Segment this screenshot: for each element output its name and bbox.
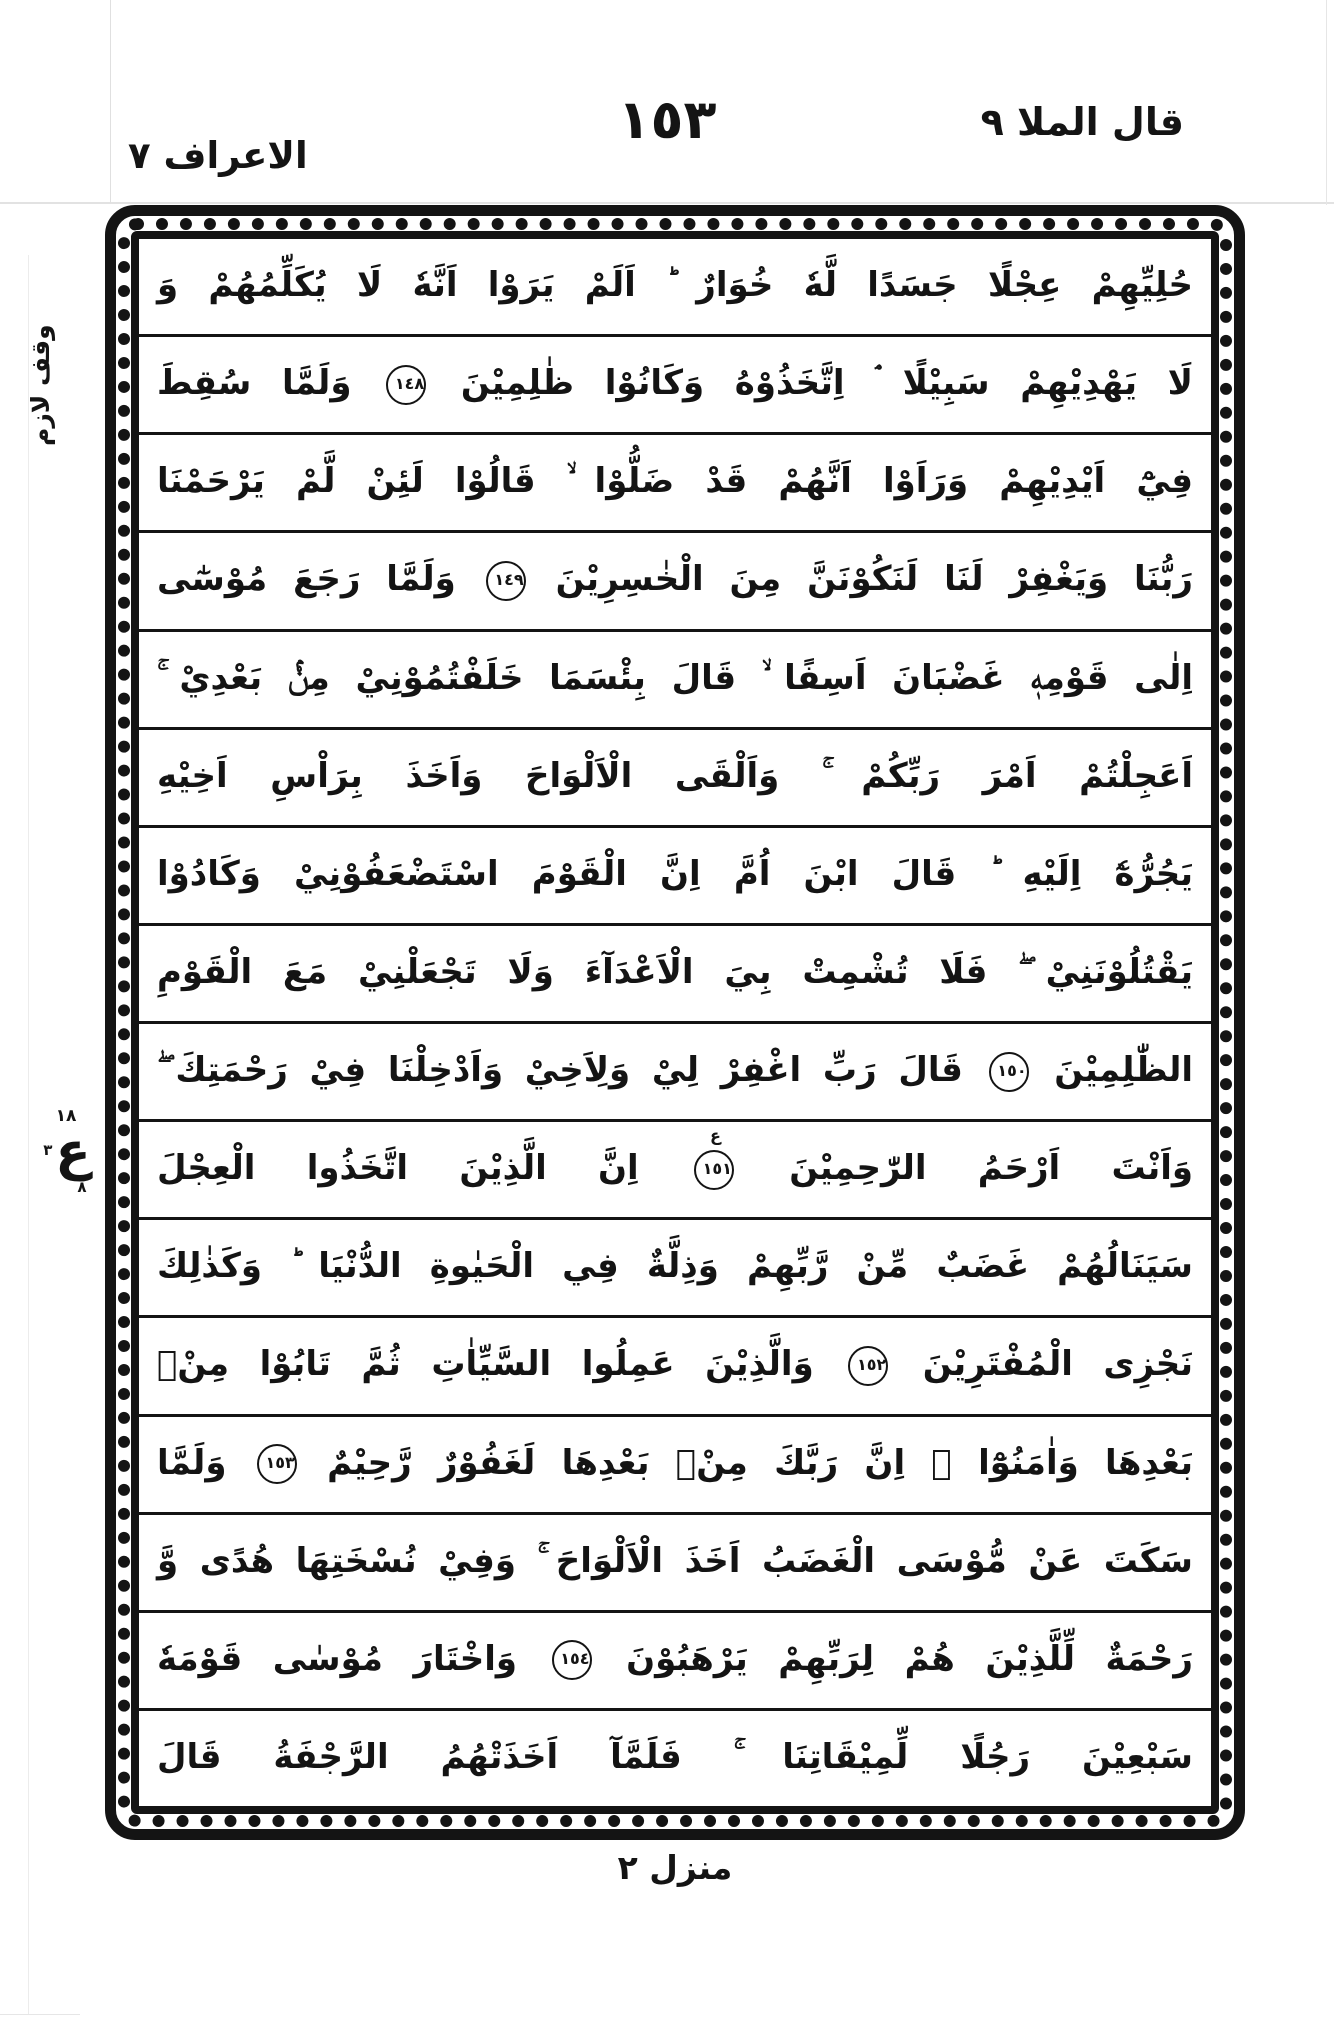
- verse-text: وَلَمَّا سُقِطَ: [157, 363, 352, 404]
- ornament-border-band: [118, 218, 1232, 1827]
- quran-text-line: [139, 1122, 1211, 1220]
- verse-text: الظّٰلِمِيْنَ: [1054, 1050, 1193, 1090]
- verse-end-marker: ١٥٣: [257, 1444, 297, 1484]
- quran-text-line: [139, 1417, 1211, 1515]
- waqf-lazim-margin-note: وقف لازم: [26, 324, 55, 446]
- verse-text: رَبُّنَا وَيَغْفِرْ لَنَا لَنَكُوْنَنَّ مِنَ الْخٰسِرِيْنَ: [555, 559, 1193, 600]
- scan-artifact-line: [28, 255, 29, 2015]
- verse-text: وَلَمَّا رَجَعَ مُوْسٰٓى: [157, 559, 456, 600]
- quran-text-line: [139, 435, 1211, 533]
- verse-text: حُلِيِّهِمْ عِجْلًا جَسَدًا لَّهٗ خُوَارٌ ؕ اَلَمْ يَرَوْا اَنَّهٗ لَا يُكَلِّمُهُمْ وَ: [157, 265, 1193, 305]
- quran-text-line: [139, 926, 1211, 1024]
- quran-text-line: [139, 1613, 1211, 1711]
- quran-text-line: [139, 632, 1211, 730]
- ruku-number-inner: ٣: [43, 1141, 53, 1159]
- surah-name-header: الاعراف ٧: [128, 134, 308, 177]
- page-number: ١٥٣: [617, 88, 717, 151]
- verse-end-marker: ١٤٨: [386, 365, 426, 405]
- verse-end-marker: ١٥١ ع: [694, 1150, 734, 1190]
- quran-text-frame: [105, 205, 1245, 1840]
- quran-text-line: [139, 337, 1211, 435]
- verse-end-marker: ١٥٢: [848, 1346, 888, 1386]
- verse-text: لَا يَهْدِيْهِمْ سَبِيْلًا ۘ اِتَّخَذُوْهُ وَكَانُوْا ظٰلِمِيْنَ: [460, 363, 1193, 404]
- verse-text: سَكَتَ عَنْ مُّوْسَى الْغَضَبُ اَخَذَ الْاَلْوَاحَ ۚ وَفِيْ نُسْخَتِهَا هُدًى وَّ: [157, 1540, 1193, 1581]
- verse-text: وَلَمَّا: [157, 1442, 227, 1483]
- verse-text: قَالَ رَبِّ اغْفِرْ لِيْ وَلِاَخِيْ وَاَدْخِلْنَا فِيْ رَحْمَتِكَ ۖ: [157, 1050, 963, 1090]
- scan-artifact-line: [0, 2014, 80, 2015]
- verse-text: فِيْٓ اَيْدِيْهِمْ وَرَاَوْا اَنَّهُمْ قَدْ ضَلُّوْا ۙ قَالُوْا لَئِنْ لَّمْ يَرْحَمْنَا: [157, 461, 1193, 502]
- verse-text: سَبْعِيْنَ رَجُلًا لِّمِيْقَاتِنَا ۚ فَلَمَّآ اَخَذَتْهُمُ الرَّجْفَةُ قَالَ: [157, 1736, 1193, 1777]
- verse-text: يَجُرُّهٗٓ اِلَيْهِ ؕ قَالَ ابْنَ اُمَّ اِنَّ الْقَوْمَ اسْتَضْعَفُوْنِيْ وَكَادُوْا: [157, 853, 1193, 894]
- verse-text: رَحْمَةٌ لِّلَّذِيْنَ هُمْ لِرَبِّهِمْ يَرْهَبُوْنَ: [626, 1638, 1194, 1679]
- verse-text: وَاَنْتَ اَرْحَمُ الرّٰحِمِيْنَ: [789, 1148, 1193, 1189]
- quran-text-line: [139, 730, 1211, 828]
- verse-text: بَعْدِهَا وَاٰمَنُوْٓا ۙ اِنَّ رَبَّكَ مِنْۢ بَعْدِهَا لَغَفُوْرٌ رَّحِيْمٌ: [327, 1442, 1193, 1483]
- quran-lines-container: [131, 231, 1219, 1814]
- verse-end-marker: ١٥٤: [552, 1640, 592, 1680]
- quran-text-line: [139, 828, 1211, 926]
- ruku-number-bottom: ٨: [77, 1177, 87, 1196]
- manzil-label: منزل ٢: [617, 1848, 733, 1887]
- verse-text: اِنَّ الَّذِيْنَ اتَّخَذُوا الْعِجْلَ: [157, 1148, 639, 1189]
- verse-end-marker: ١٤٩: [486, 561, 526, 601]
- scan-artifact-line: [0, 202, 1334, 204]
- verse-text: يَقْتُلُوْنَنِيْ ۖ فَلَا تُشْمِتْ بِيَ الْاَعْدَآءَ وَلَا تَجْعَلْنِيْ مَعَ الْقَوْمِ: [157, 951, 1193, 992]
- ruku-sign-above-marker: ع: [710, 1125, 721, 1145]
- quran-text-line: [139, 1318, 1211, 1416]
- juz-name-header: قال الملا ٩: [980, 100, 1184, 144]
- quran-text-line: [139, 1220, 1211, 1318]
- verse-text: اِلٰى قَوْمِهٖ غَضْبَانَ اَسِفًا ۙ قَالَ بِئْسَمَا خَلَفْتُمُوْنِيْ مِنْۢ بَعْدِيْ ۚ: [157, 657, 1193, 698]
- ruku-ain-letter: ع ٣: [43, 1122, 91, 1182]
- verse-text: وَاخْتَارَ مُوْسٰى قَوْمَهٗ: [157, 1638, 517, 1679]
- ruku-number-top: ١٨: [55, 1106, 77, 1126]
- verse-text: اَعَجِلْتُمْ اَمْرَ رَبِّكُمْ ۚ وَاَلْقَى الْاَلْوَاحَ وَاَخَذَ بِرَاْسِ اَخِيْهِ: [157, 755, 1193, 796]
- quran-text-line: [139, 1515, 1211, 1613]
- verse-text: سَيَنَالُهُمْ غَضَبٌ مِّنْ رَّبِّهِمْ وَذِلَّةٌ فِي الْحَيٰوةِ الدُّنْيَا ؕ وَكَذٰلِكَ: [157, 1246, 1193, 1287]
- verse-end-marker: ١٥٠: [989, 1052, 1029, 1092]
- verse-text: وَالَّذِيْنَ عَمِلُوا السَّيِّاٰتِ ثُمَّ تَابُوْا مِنْۢ: [157, 1344, 814, 1385]
- verse-text: نَجْزِى الْمُفْتَرِيْنَ: [922, 1344, 1193, 1385]
- quran-text-line: [139, 1711, 1211, 1806]
- quran-text-line: [139, 239, 1211, 337]
- quran-text-line: [139, 533, 1211, 631]
- quran-text-line: [139, 1024, 1211, 1122]
- ruku-margin-marker: [42, 1108, 104, 1238]
